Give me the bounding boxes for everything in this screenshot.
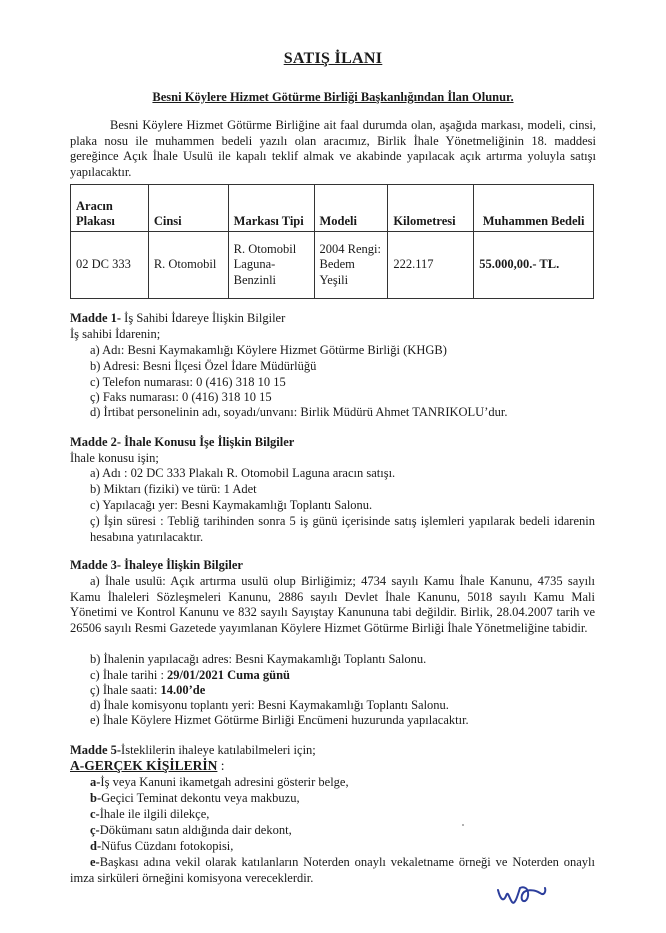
madde1-item-b: b) Adresi: Besni İlçesi Özel İdare Müdürlüğü <box>90 359 317 373</box>
header-km: Kilometresi <box>388 185 474 232</box>
madde1-item-cc: ç) Faks numarası: 0 (416) 318 10 15 <box>90 390 272 404</box>
madde3-item-a: a) İhale usulü: Açık artırma usulü olup Birliğimiz; 4734 sayılı Kamu İhale Kanunu, 4735 sayılı Kamu İhaleleri Sözleşmeleri Kanunu, 2886 sayılı Devlet İhale Kanunu, 5018 sayılı Kamu Mali Yönetimi ve Kontrol Kanunu ve 832 sayılı Sayıştay Kanununa tabi değildir. Birlik, 28.04.2007 tarih ve 26506 sayılı Resmi Gazetede yayımlanan Köylere Hizmet Götürme Birliği İhale Yönetmeliğine tabidir. <box>70 574 595 635</box>
document-title: SATIŞ İLANI <box>283 50 383 67</box>
scan-speck <box>462 824 464 826</box>
madde2-item-c: c) Yapılacağı yer: Besni Kaymakamlığı Toplantı Salonu. <box>90 498 373 512</box>
header-plaka: Aracın Plakası <box>71 185 149 232</box>
table-row <box>71 232 594 299</box>
madde2-intro: İhale konusu işin; <box>70 451 159 465</box>
madde1-intro: İş sahibi İdarenin; <box>70 327 161 341</box>
madde2-heading: Madde 2- İhale Konusu İşe İlişkin Bilgiler <box>70 435 295 449</box>
header-marka: Markası Tipi <box>228 185 314 232</box>
madde3-item-cc <box>90 683 205 699</box>
group-colon: : <box>217 758 225 773</box>
madde3-item-b: b) İhalenin yapılacağı adres: Besni Kaymakamlığı Toplantı Salonu. <box>90 652 427 666</box>
madde5-number: Madde 5- <box>70 743 122 757</box>
list-item: a-İş veya Kanuni ikametgah adresini gösterir belge, <box>90 775 349 789</box>
madde2-item-a: a) Adı : 02 DC 333 Plakalı R. Otomobil Laguna aracın satışı. <box>90 466 396 480</box>
cell-km: 222.117 <box>388 232 474 299</box>
madde1-heading <box>70 311 285 327</box>
madde5-heading <box>70 743 316 759</box>
list-item: c-İhale ile ilgili dilekçe, <box>90 807 210 821</box>
madde3-heading: Madde 3- İhaleye İlişkin Bilgiler <box>70 558 243 572</box>
document-subtitle: Besni Köylere Hizmet Götürme Birliği Başkanlığından İlan Olunur. <box>152 90 514 104</box>
madde5-title: İsteklilerin ihaleye katılabilmeleri için; <box>121 743 316 757</box>
madde2-item-b: b) Miktarı (fiziki) ve türü: 1 Adet <box>90 482 257 496</box>
madde3-item-d: d) İhale komisyonu toplantı yeri: Besni Kaymakamlığı Toplantı Salonu. <box>90 698 449 712</box>
madde1-item-c: c) Telefon numarası: 0 (416) 318 10 15 <box>90 375 286 389</box>
vehicle-table <box>70 184 594 299</box>
list-item: d-Nüfus Cüzdanı fotokopisi, <box>90 839 234 853</box>
madde3-item-e: e) İhale Köylere Hizmet Götürme Birliği Encümeni huzurunda yapılacaktır. <box>90 713 469 727</box>
signature-mark <box>494 876 550 910</box>
list-item: ç-Dökümanı satın aldığında dair dekont, <box>90 823 292 837</box>
list-item-e: e-Başkası adına vekil olarak katılanların Noterden onaylı vekaletname örneği ve Noterden onaylı imza sirküleri örneğini komisyona vereceklerdir. <box>70 855 595 885</box>
madde2-item-cc: ç) İşin süresi : Tebliğ tarihinden sonra 5 iş günü içerisinde satış işlemleri yapılarak bedeli idarenin hesabına yatırılacaktır. <box>90 514 595 544</box>
header-cinsi: Cinsi <box>148 185 228 232</box>
madde5-group-heading <box>70 758 225 774</box>
ihale-time: 14.00’de <box>160 683 206 697</box>
header-bedel: Muhammen Bedeli <box>474 185 594 232</box>
ihale-date: 29/01/2021 Cuma günü <box>167 668 290 682</box>
madde1-title: İş Sahibi İdareye İlişkin Bilgiler <box>121 311 286 325</box>
madde1-item-a: a) Adı: Besni Kaymakamlığı Köylere Hizmet Götürme Birliği (KHGB) <box>90 343 447 357</box>
madde3-c-label: c) İhale tarihi : <box>90 668 168 682</box>
header-model: Modeli <box>314 185 388 232</box>
cell-cinsi: R. Otomobil <box>148 232 228 299</box>
table-header-row <box>71 185 594 232</box>
madde1-item-d: d) İrtibat personelinin adı, soyadı/unvanı: Birlik Müdürü Ahmet TANRIKOLU’dur. <box>90 405 508 419</box>
madde1-number: Madde 1- <box>70 311 122 325</box>
cell-bedel: 55.000,00.- TL. <box>474 232 594 299</box>
cell-plaka: 02 DC 333 <box>71 232 149 299</box>
group-label: A-GERÇEK KİŞİLERİN <box>70 758 218 773</box>
cell-model: 2004 Rengi: Bedem Yeşili <box>314 232 388 299</box>
cell-marka: R. Otomobil Laguna-Benzinli <box>228 232 314 299</box>
list-item: b-Geçici Teminat dekontu veya makbuzu, <box>90 791 300 805</box>
madde3-cc-label: ç) İhale saati: <box>90 683 161 697</box>
intro-paragraph: Besni Köylere Hizmet Götürme Birliğine ait faal durumda olan, aşağıda markası, modeli, cinsi, plaka nosu ile muhammen bedeli yazılı olan aracımız, Birlik İhale Yönetmeliğinin 18. maddesi gereğince Açık İhale Usulü ile kapalı teklif almak ve akabinde yapılacak açık artırma yoluyla satışı yapılacaktır. <box>70 118 596 179</box>
madde3-item-c <box>90 668 290 684</box>
